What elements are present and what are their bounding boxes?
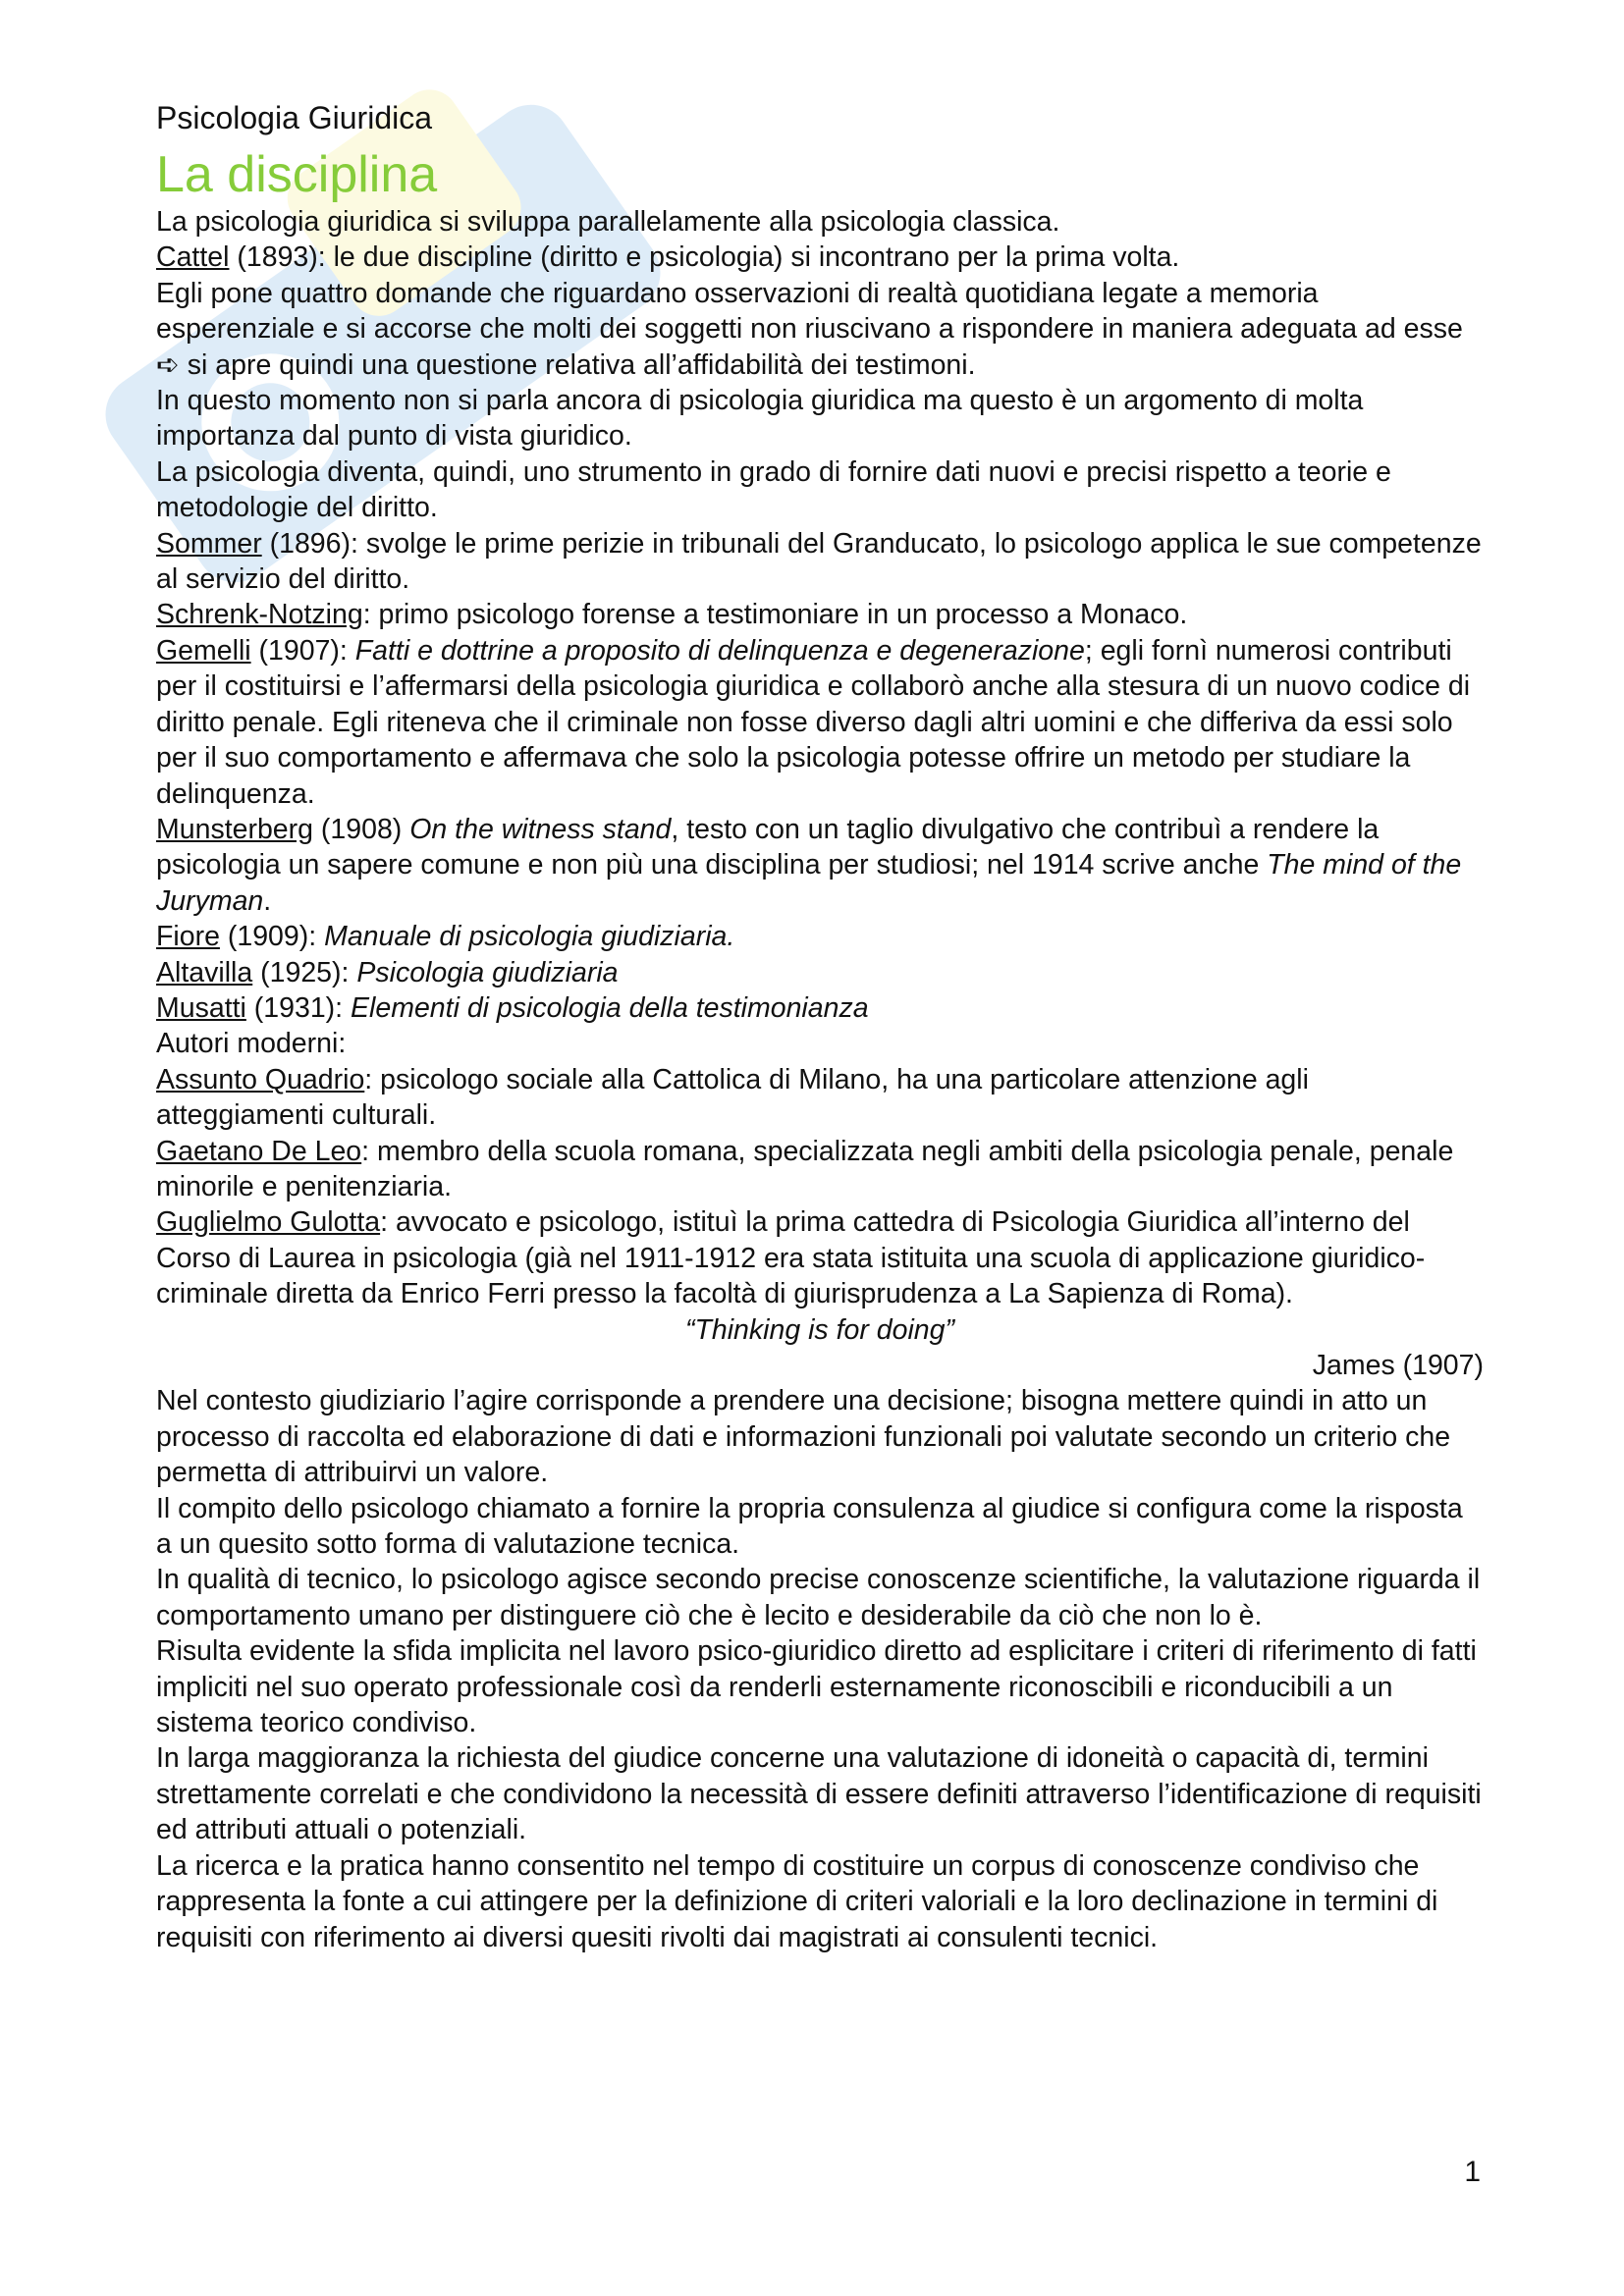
author-name: Altavilla — [156, 956, 253, 988]
section-heading: La disciplina — [156, 146, 438, 203]
paragraph — [156, 990, 1484, 1026]
paragraph-text: (1896): svolge le prime perizie in tribunali del Granducato, lo psicologo applica le sue competenze al servizio del diritto. — [156, 527, 1482, 596]
paragraph-text: Egli pone quattro domande che riguardano osservazioni di realtà quotidiana legate a memoria esperenziale e si accorse che molti dei soggetti non riuscivano a rispondere in maniera adeguata ad esse ➪ si apre quindi una questione relativa all’affidabilità dei testimoni. — [156, 277, 1463, 381]
paragraph-text: La psicologia diventa, quindi, uno strumento in grado di fornire dati nuovi e precisi rispetto a teorie e metodologie del diritto. — [156, 455, 1391, 524]
paragraph — [156, 1633, 1484, 1740]
paragraph — [156, 1740, 1484, 1847]
paragraph — [156, 633, 1484, 812]
paragraph — [156, 1026, 1484, 1061]
paragraph-text: In larga maggioranza la richiesta del giudice concerne una valutazione di idoneità o capacità di, termini strettamente correlati e che condividono la necessità di essere definiti attraverso l’identificazione di requisiti ed attributi attuali o potenziali. — [156, 1742, 1482, 1846]
paragraph-text: La ricerca e la pratica hanno consentito nel tempo di costituire un corpus di conoscenze condiviso che rappresenta la fonte a cui attingere per la definizione di criteri valoriali e la loro declinazione in termini di requisiti con riferimento ai diversi quesiti rivolti dai magistrati ai consulenti tecnici. — [156, 1849, 1438, 1953]
author-name: Munsterberg — [156, 813, 313, 845]
quote: “Thinking is for doing” — [684, 1313, 955, 1346]
paragraph-text: : psicologo sociale alla Cattolica di Milano, ha una particolare attenzione agli atteggiamenti culturali. — [156, 1063, 1309, 1132]
paragraph-text: (1931): — [245, 991, 352, 1024]
author-name: Gemelli — [156, 634, 251, 667]
paragraph-text: Il compito dello psicologo chiamato a fornire la propria consulenza al giudice si configura come la risposta a un quesito sotto forma di valutazione tecnica. — [156, 1492, 1463, 1561]
book-title: On the witness stand — [409, 813, 672, 845]
paragraph — [156, 204, 1484, 240]
paragraph — [156, 1134, 1484, 1205]
author-name: Cattel — [156, 241, 230, 274]
paragraph — [156, 1562, 1484, 1633]
paragraph-text: : avvocato e psicologo, istituì la prima cattedra di Psicologia Giuridica all’interno del Corso di Laurea in psicologia (già nel 1911-1912 era stata istituita una scuola di applicazione giuridico-criminale diretta da Enrico Ferri presso la facoltà di giurisprudenza a La Sapienza di Roma). — [156, 1206, 1426, 1310]
document-body — [156, 96, 1484, 1955]
paragraph — [156, 1062, 1484, 1134]
author-name: Fiore — [156, 921, 220, 953]
paragraph-text: In questo momento non si parla ancora di psicologia giuridica ma questo è un argomento di molta importanza dal punto di vista giuridico. — [156, 385, 1364, 453]
quote-author: James (1907) — [1312, 1350, 1484, 1381]
paragraph-text: Autori moderni: — [156, 1028, 347, 1060]
paragraph — [156, 1491, 1484, 1563]
paragraph — [156, 597, 1484, 632]
book-title: Elementi di psicologia della testimonianza — [351, 991, 869, 1024]
paragraph — [156, 1383, 1484, 1490]
paragraph — [156, 919, 1484, 954]
paragraph-text: (1908) — [313, 813, 410, 845]
paragraph-text: , testo con un taglio divulgativo che contribuì a rendere la psicologia un sapere comune e non più una disciplina per studiosi; nel 1914 scrive anche — [156, 813, 1380, 881]
page-number: 1 — [1464, 2156, 1481, 2188]
paragraph-text: Risulta evidente la sfida implicita nel lavoro psico-giuridico diretto ad esplicitare i criteri di riferimento di fatti impliciti nel suo operato professionale così da renderli esternamente riconoscibili e riconducibili a un sistema teorico condiviso. — [156, 1635, 1477, 1739]
paragraph-text: In qualità di tecnico, lo psicologo agisce secondo precise conoscenze scientifiche, la valutazione riguarda il comportamento umano per distinguere ciò che è lecito e desiderabile da ciò che non lo è. — [156, 1564, 1481, 1631]
paragraph-text: : membro della scuola romana, specializzata negli ambiti della psicologia penale, penale minorile e penitenziaria. — [156, 1135, 1454, 1202]
book-title: Manuale di psicologia giudiziaria. — [324, 921, 735, 953]
paragraph — [156, 276, 1484, 383]
paragraph — [156, 1848, 1484, 1955]
paragraph — [156, 454, 1484, 526]
paragraph-text: ; egli fornì numerosi contributi per il costituirsi e l’affermarsi della psicologia giuridica e collaborò anche alla stesura di un nuovo codice di diritto penale. Egli riteneva che il criminale non fosse diverso dagli altri uomini e che differiva da essi solo per il suo comportamento e affermava che solo la psicologia potesse offrire un metodo per studiare la delinquenza. — [156, 634, 1471, 810]
author-name: Schrenk-Notzing — [156, 599, 363, 631]
author-name: Sommer — [156, 527, 262, 560]
paragraph — [156, 1204, 1484, 1311]
document-title: Psicologia Giuridica — [156, 100, 433, 135]
paragraph — [156, 240, 1484, 275]
paragraph-text: La psicologia giuridica si sviluppa parallelamente alla psicologia classica. — [156, 206, 1060, 238]
paragraph-text: (1907): — [250, 634, 355, 667]
paragraph-text: . — [263, 884, 272, 917]
paragraph — [156, 955, 1484, 990]
book-title: Psicologia giudiziaria — [356, 956, 619, 988]
paragraph-text: (1909): — [219, 921, 325, 953]
book-title: Fatti e dottrine a proposito di delinquenza e degenerazione — [354, 634, 1085, 667]
author-name: Gaetano De Leo — [156, 1135, 362, 1167]
author-name: Guglielmo Gulotta — [156, 1206, 381, 1239]
paragraph-text: (1925): — [252, 956, 357, 988]
author-name: Musatti — [156, 991, 246, 1024]
book-title: The mind of the Juryman — [156, 849, 1462, 917]
paragraph — [156, 526, 1484, 598]
paragraph — [156, 383, 1484, 454]
paragraph-text: : primo psicologo forense a testimoniare in un processo a Monaco. — [362, 599, 1188, 631]
paragraph-text: (1893): le due discipline (diritto e psicologia) si incontrano per la prima volta. — [229, 241, 1180, 274]
author-name: Assunto Quadrio — [156, 1063, 365, 1095]
paragraph-text: Nel contesto giudiziario l’agire corrisponde a prendere una decisione; bisogna mettere quindi in atto un processo di raccolta ed elaborazione di dati e informazioni funzionali poi valutate secondo un criterio che permetta di attribuirvi un valore. — [156, 1385, 1451, 1489]
paragraph — [156, 812, 1484, 919]
